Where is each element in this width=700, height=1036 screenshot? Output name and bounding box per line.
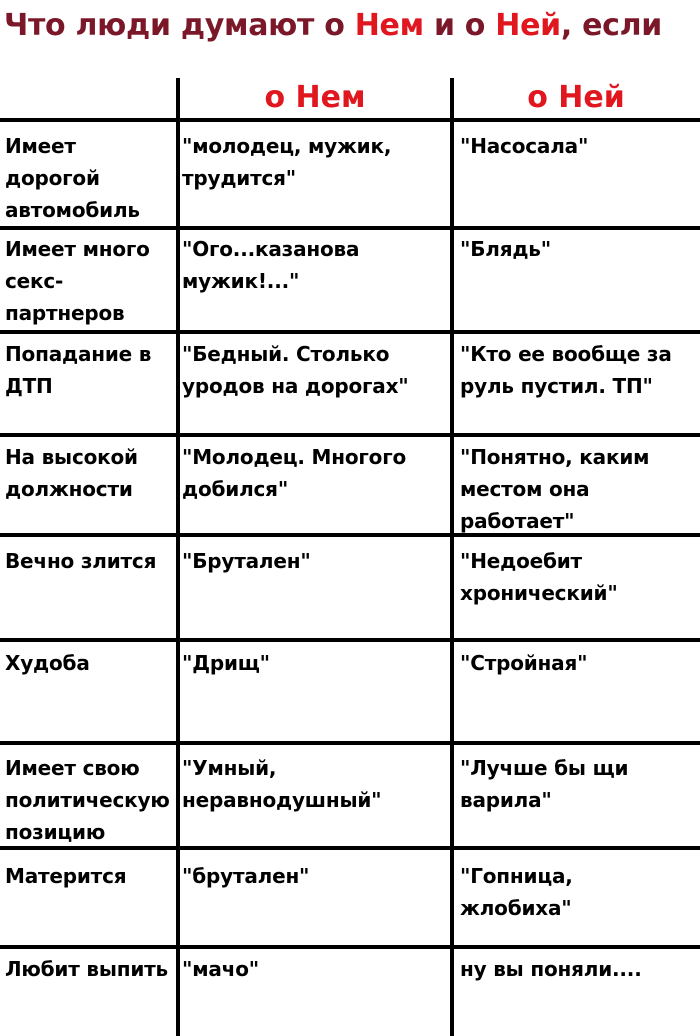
cell-line: "Насосала": [460, 134, 589, 158]
her-opinion-cell: [460, 752, 698, 816]
title-part-3: , если: [560, 8, 663, 43]
cell-line: уродов на дорогах": [182, 374, 409, 398]
her-opinion-cell: [460, 233, 698, 265]
cell-line: политическую: [5, 788, 170, 812]
column-divider: [176, 78, 180, 1036]
him-opinion-cell: [182, 441, 448, 505]
cell-line: "Кто ее вообще за: [460, 342, 672, 366]
cell-line: "Молодец. Многого: [182, 445, 406, 469]
cell-line: "Блядь": [460, 237, 551, 261]
cell-line: мужик!...": [182, 269, 300, 293]
cell-line: варила": [460, 788, 552, 812]
cell-line: "Умный,: [182, 756, 277, 780]
cell-line: добился": [182, 477, 289, 501]
cell-line: Матерится: [5, 864, 127, 888]
cell-line: "Ого...казанова: [182, 237, 360, 261]
cell-line: Имеет много: [5, 237, 150, 261]
cell-line: жлобиха": [460, 896, 572, 920]
column-header-him: о Нем: [264, 80, 366, 115]
row-divider: [0, 638, 700, 642]
her-opinion-cell: [460, 130, 698, 162]
cell-line: партнеров: [5, 301, 125, 325]
him-opinion-cell: [182, 752, 448, 816]
row-divider: [0, 433, 700, 437]
him-opinion-cell: [182, 338, 448, 402]
cell-line: "молодец, мужик,: [182, 134, 392, 158]
cell-line: "Брутален": [182, 549, 311, 573]
title-him: Нем: [354, 8, 424, 43]
page-title: [4, 8, 662, 43]
cell-line: "Дрищ": [182, 651, 270, 675]
him-opinion-cell: [182, 860, 448, 892]
cell-line: работает": [460, 509, 575, 533]
him-opinion-cell: [182, 647, 448, 679]
cell-line: "брутален": [182, 864, 310, 888]
cell-line: На высокой: [5, 445, 138, 469]
cell-line: "Стройная": [460, 651, 588, 675]
column-divider: [450, 78, 454, 1036]
cell-line: дорогой: [5, 166, 100, 190]
her-opinion-cell: [460, 441, 698, 537]
row-divider: [0, 226, 700, 230]
cell-line: Любит выпить: [5, 957, 169, 981]
condition-cell: [5, 233, 175, 329]
cell-line: хронический": [460, 581, 618, 605]
cell-line: автомобиль: [5, 198, 140, 222]
cell-line: должности: [5, 477, 133, 501]
him-opinion-cell: [182, 130, 448, 194]
title-part-1: Что люди думают о: [4, 8, 355, 43]
cell-line: Имеет: [5, 134, 76, 158]
column-header-her: о Ней: [527, 80, 625, 115]
title-her: Ней: [495, 8, 561, 43]
title-part-2: и о: [423, 8, 496, 43]
cell-line: "Бедный. Столько: [182, 342, 390, 366]
condition-cell: [5, 647, 175, 679]
cell-line: "Понятно, каким: [460, 445, 650, 469]
him-opinion-cell: [182, 953, 448, 985]
him-opinion-cell: [182, 233, 448, 297]
cell-line: "Недоебит: [460, 549, 582, 573]
row-divider: [0, 330, 700, 334]
cell-line: Худоба: [5, 651, 90, 675]
cell-line: руль пустил. ТП": [460, 374, 653, 398]
cell-line: "Гопница,: [460, 864, 573, 888]
cell-line: Имеет свою: [5, 756, 140, 780]
cell-line: Попадание в: [5, 342, 152, 366]
condition-cell: [5, 860, 175, 892]
cell-line: "мачо": [182, 957, 259, 981]
row-divider: [0, 741, 700, 745]
her-opinion-cell: [460, 338, 698, 402]
cell-line: трудится": [182, 166, 297, 190]
cell-line: позицию: [5, 820, 106, 844]
cell-line: неравнодушный": [182, 788, 382, 812]
her-opinion-cell: [460, 647, 698, 679]
condition-cell: [5, 441, 175, 505]
her-opinion-cell: [460, 860, 698, 924]
condition-cell: [5, 338, 175, 402]
cell-line: секс-: [5, 269, 64, 293]
cell-line: Вечно злится: [5, 549, 157, 573]
condition-cell: [5, 130, 175, 226]
cell-line: "Лучше бы щи: [460, 756, 629, 780]
him-opinion-cell: [182, 545, 448, 577]
condition-cell: [5, 752, 175, 848]
cell-line: местом она: [460, 477, 590, 501]
cell-line: ну вы поняли....: [460, 957, 642, 981]
condition-cell: [5, 545, 175, 577]
cell-line: ДТП: [5, 374, 53, 398]
condition-cell: [5, 953, 175, 985]
her-opinion-cell: [460, 953, 698, 985]
row-divider: [0, 118, 700, 122]
row-divider: [0, 945, 700, 949]
her-opinion-cell: [460, 545, 698, 609]
